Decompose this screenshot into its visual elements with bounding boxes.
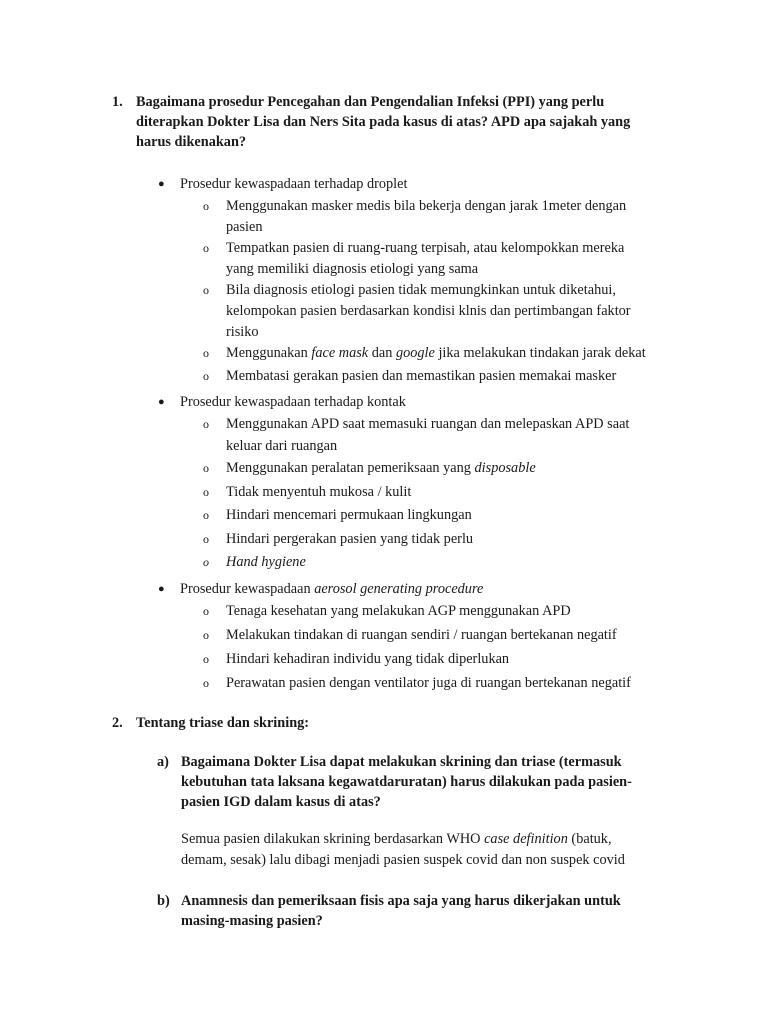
droplet-item-3-line-2: kelompokan pasien berdasarkan kondisi klnis dan pertimbangan faktor bbox=[226, 303, 631, 319]
circle-bullet-icon: o bbox=[203, 346, 209, 360]
circle-bullet-icon: o bbox=[203, 369, 209, 383]
subquestion-b-line-1: Anamnesis dan pemeriksaan fisis apa saja yang harus dikerjakan untuk bbox=[181, 893, 621, 909]
subquestion-a-line-2: kebutuhan tata laksana kegawatdaruratan) harus dilakukan pada pasien- bbox=[181, 774, 632, 790]
circle-bullet-icon: o bbox=[203, 604, 209, 618]
circle-bullet-icon: o bbox=[203, 199, 209, 213]
subquestion-a-line-3: pasien IGD dalam kasus di atas? bbox=[181, 794, 381, 810]
droplet-item-5: Membatasi gerakan pasien dan memastikan pasien memakai masker bbox=[226, 368, 617, 384]
question-1-number: 1. bbox=[112, 94, 123, 110]
subquestion-a-label: a) bbox=[157, 754, 169, 770]
droplet-item-4: Menggunakan face mask dan google jika melakukan tindakan jarak dekat bbox=[226, 345, 646, 361]
kontak-item-4: Hindari mencemari permukaan lingkungan bbox=[226, 507, 472, 523]
subquestion-a-line-1: Bagaimana Dokter Lisa dapat melakukan skrining dan triase (termasuk bbox=[181, 754, 622, 770]
circle-bullet-icon: o bbox=[203, 508, 209, 522]
circle-bullet-icon: o bbox=[203, 417, 209, 431]
kontak-heading: Prosedur kewaspadaan terhadap kontak bbox=[180, 394, 406, 410]
droplet-item-2-line-2: yang memiliki diagnosis etiologi yang sama bbox=[226, 261, 479, 277]
circle-bullet-icon: o bbox=[203, 676, 209, 690]
circle-bullet-icon: o bbox=[203, 628, 209, 642]
kontak-item-1-line-2: keluar dari ruangan bbox=[226, 438, 338, 454]
kontak-item-5: Hindari pergerakan pasien yang tidak perlu bbox=[226, 531, 474, 547]
answer-a-line-1: Semua pasien dilakukan skrining berdasarkan WHO case definition (batuk, bbox=[181, 831, 612, 847]
droplet-item-3-line-1: Bila diagnosis etiologi pasien tidak memungkinkan untuk diketahui, bbox=[226, 282, 616, 298]
circle-bullet-icon: o bbox=[203, 241, 209, 255]
kontak-item-6: Hand hygiene bbox=[226, 554, 306, 570]
kontak-item-3: Tidak menyentuh mukosa / kulit bbox=[226, 484, 412, 500]
aerosol-item-1: Tenaga kesehatan yang melakukan AGP menggunakan APD bbox=[226, 603, 571, 619]
answer-a-line-2: demam, sesak) lalu dibagi menjadi pasien suspek covid dan non suspek covid bbox=[181, 852, 625, 868]
subquestion-b-label: b) bbox=[157, 893, 170, 909]
circle-bullet-icon: o bbox=[203, 555, 209, 569]
droplet-item-1-line-1: Menggunakan masker medis bila bekerja dengan jarak 1meter dengan bbox=[226, 198, 627, 214]
bullet-icon: ● bbox=[158, 583, 165, 595]
circle-bullet-icon: o bbox=[203, 485, 209, 499]
aerosol-item-3: Hindari kehadiran individu yang tidak diperlukan bbox=[226, 651, 510, 667]
question-1-line-1: Bagaimana prosedur Pencegahan dan Pengendalian Infeksi (PPI) yang perlu bbox=[136, 94, 605, 110]
droplet-item-2-line-1: Tempatkan pasien di ruang-ruang terpisah, atau kelompokkan mereka bbox=[226, 240, 625, 256]
aerosol-item-4: Perawatan pasien dengan ventilator juga di ruangan bertekanan negatif bbox=[226, 675, 631, 691]
circle-bullet-icon: o bbox=[203, 652, 209, 666]
droplet-item-3-line-3: risiko bbox=[226, 324, 259, 340]
circle-bullet-icon: o bbox=[203, 532, 209, 546]
question-1-line-3: harus dikenakan? bbox=[136, 134, 247, 150]
kontak-item-1-line-1: Menggunakan APD saat memasuki ruangan dan melepaskan APD saat bbox=[226, 416, 630, 432]
bullet-icon: ● bbox=[158, 178, 165, 190]
question-2-number: 2. bbox=[112, 715, 123, 731]
question-2-title: Tentang triase dan skrining: bbox=[136, 715, 310, 731]
droplet-item-1-line-2: pasien bbox=[226, 219, 263, 235]
aerosol-item-2: Melakukan tindakan di ruangan sendiri / ruangan bertekanan negatif bbox=[226, 627, 617, 643]
kontak-item-2: Menggunakan peralatan pemeriksaan yang disposable bbox=[226, 460, 536, 476]
circle-bullet-icon: o bbox=[203, 283, 209, 297]
bullet-icon: ● bbox=[158, 396, 165, 408]
droplet-heading: Prosedur kewaspadaan terhadap droplet bbox=[180, 176, 408, 192]
aerosol-heading: Prosedur kewaspadaan aerosol generating procedure bbox=[180, 581, 484, 597]
subquestion-b-line-2: masing-masing pasien? bbox=[181, 913, 323, 929]
question-1-line-2: diterapkan Dokter Lisa dan Ners Sita pada kasus di atas? APD apa sajakah yang bbox=[136, 114, 631, 130]
circle-bullet-icon: o bbox=[203, 461, 209, 475]
